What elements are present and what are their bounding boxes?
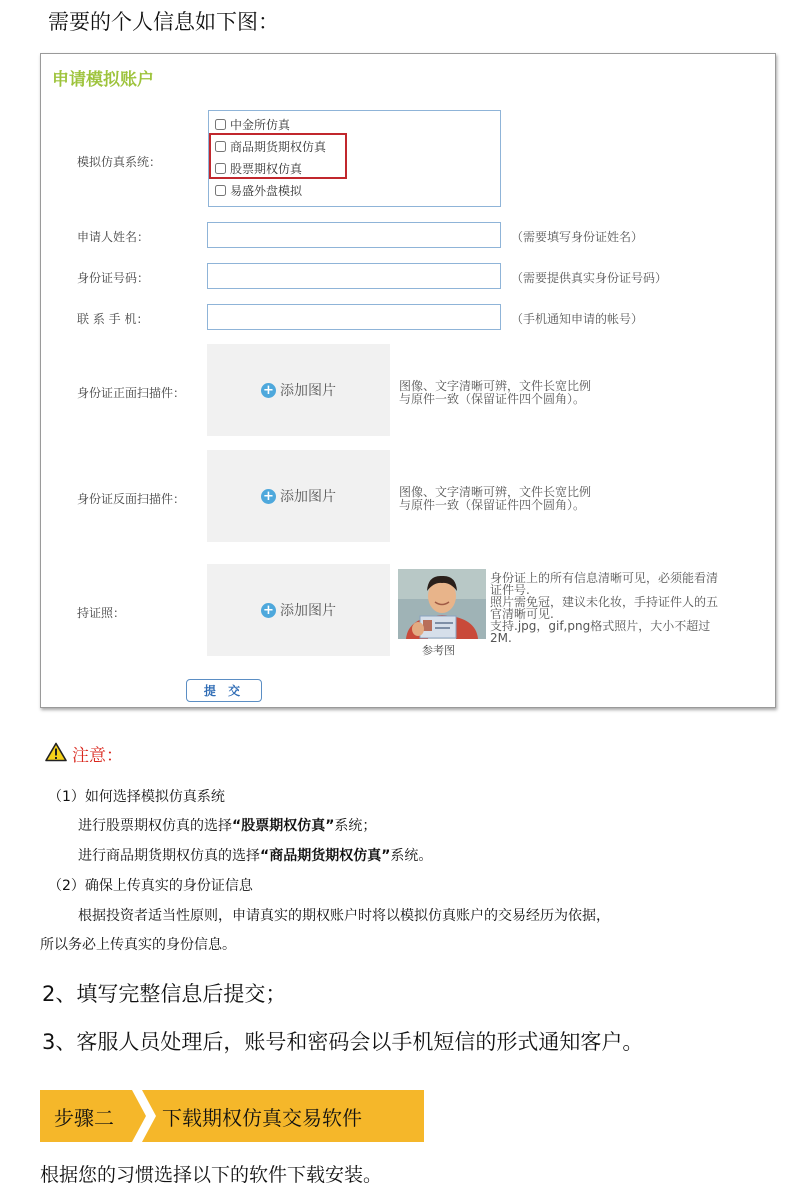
- notice-item-1-line-2-pre: 进行商品期货期权仿真的选择: [78, 848, 260, 864]
- hold-photo-upload-label: 添加图片: [280, 603, 336, 619]
- step-2-text: 2、填写完整信息后提交；: [42, 982, 287, 1006]
- notice-item-2-line-1: 根据投资者适当性原则，申请真实的期权账户时将以模拟仿真账户的交易经历为依据，: [78, 908, 610, 924]
- hold-note-line-1: 身份证上的所有信息清晰可见，必须能看清: [490, 571, 719, 585]
- id-back-note-line-2: 与原件一致（保留证件四个圆角）。: [399, 498, 586, 512]
- plus-icon: +: [261, 603, 276, 618]
- id-front-note: [399, 380, 619, 406]
- sim-option-stock-options[interactable]: [215, 159, 302, 177]
- notice-item-1-line-2-post: 系统。: [390, 848, 433, 864]
- download-instruction: 根据您的习惯选择以下的软件下载安装。: [40, 1164, 383, 1186]
- hold-note-line-6: 2M.: [490, 631, 512, 645]
- id-number-hint: （需要提供真实身份证号码）: [511, 271, 668, 285]
- id-front-upload-content: [261, 380, 336, 400]
- notice-item-1-line-1: [78, 815, 376, 835]
- step-3-text: 3、客服人员处理后，账号和密码会以手机短信的形式通知客户。: [42, 1030, 644, 1054]
- sim-system-label: 模拟仿真系统：: [77, 155, 162, 169]
- warning-icon: [45, 742, 67, 766]
- sim-option-stock-options-checkbox[interactable]: [215, 163, 226, 174]
- sim-option-esunny-checkbox[interactable]: [215, 185, 226, 196]
- hold-photo-note: [490, 572, 735, 644]
- reference-photo: [398, 569, 486, 639]
- hold-note-line-5: 支持.jpg，gif,png格式照片，大小不超过: [490, 619, 711, 633]
- sim-option-stock-options-label: 股票期权仿真: [230, 161, 303, 176]
- id-back-note: [399, 486, 619, 512]
- sim-option-cffex[interactable]: [215, 115, 290, 133]
- id-front-label: 身份证正面扫描件：: [77, 386, 186, 400]
- step-title: 下载期权仿真交易软件: [162, 1106, 362, 1130]
- name-hint: （需要填写身份证姓名）: [511, 230, 644, 244]
- id-back-label: 身份证反面扫描件：: [77, 492, 186, 506]
- id-number-label: 身份证号码：: [77, 271, 150, 285]
- phone-label: 联 系 手 机：: [77, 312, 149, 326]
- id-back-upload-label: 添加图片: [280, 489, 336, 505]
- id-back-note-line-1: 图像、文字清晰可辨，文件长宽比例: [399, 485, 592, 499]
- id-front-upload-label: 添加图片: [280, 383, 336, 399]
- form-title: 申请模拟账户: [52, 70, 154, 90]
- phone-input[interactable]: [207, 304, 501, 330]
- notice-item-1-line-1-pre: 进行股票期权仿真的选择: [78, 818, 232, 834]
- hold-photo-upload-content: [261, 600, 336, 620]
- sim-option-commodity-options[interactable]: [215, 137, 326, 155]
- phone-hint: （手机通知申请的帐号）: [511, 312, 644, 326]
- sim-system-list: [208, 110, 501, 207]
- notice-item-1-line-2: [78, 845, 432, 865]
- stock-options-keyword: “股票期权仿真”: [232, 818, 335, 834]
- sim-option-cffex-label: 中金所仿真: [230, 117, 291, 132]
- notice-item-2-line-2: 所以务必上传真实的身份信息。: [40, 937, 236, 953]
- commodity-options-keyword: “商品期货期权仿真”: [260, 848, 391, 864]
- hold-photo-upload[interactable]: [207, 564, 390, 656]
- id-back-upload[interactable]: [207, 450, 390, 542]
- sim-option-cffex-checkbox[interactable]: [215, 119, 226, 130]
- notice-header: [45, 741, 123, 766]
- id-front-note-line-1: 图像、文字清晰可辨，文件长宽比例: [399, 379, 592, 393]
- plus-icon: +: [261, 489, 276, 504]
- id-number-input[interactable]: [207, 263, 501, 289]
- notice-item-1-line-1-post: 系统；: [334, 818, 377, 834]
- name-input[interactable]: [207, 222, 501, 248]
- id-back-upload-content: [261, 486, 336, 506]
- reference-caption: 参考图: [422, 644, 455, 657]
- intro-text: 需要的个人信息如下图：: [48, 10, 279, 34]
- id-front-upload[interactable]: [207, 344, 390, 436]
- hold-note-line-4: 官清晰可见.: [490, 607, 554, 621]
- sim-option-esunny[interactable]: [215, 181, 302, 199]
- submit-button[interactable]: 提 交: [186, 679, 262, 702]
- plus-icon: +: [261, 383, 276, 398]
- hold-note-line-3: 照片需免冠，建议未化妆，手持证件人的五: [490, 595, 719, 609]
- step-number: 步骤二: [54, 1106, 114, 1130]
- hold-photo-label: 持证照：: [77, 606, 126, 620]
- notice-item-1-title: （1）如何选择模拟仿真系统: [48, 789, 225, 805]
- hold-note-line-2: 证件号.: [490, 583, 530, 597]
- notice-title: 注意：: [72, 746, 123, 766]
- name-label: 申请人姓名：: [77, 230, 150, 244]
- id-front-note-line-2: 与原件一致（保留证件四个圆角）。: [399, 392, 586, 406]
- notice-item-2-title: （2）确保上传真实的身份证信息: [48, 878, 253, 894]
- application-form-panel: [40, 53, 776, 708]
- step-badge: [40, 1090, 424, 1142]
- sim-option-commodity-options-checkbox[interactable]: [215, 141, 226, 152]
- sim-option-commodity-options-label: 商品期货期权仿真: [230, 139, 327, 154]
- sim-option-esunny-label: 易盛外盘模拟: [230, 183, 303, 198]
